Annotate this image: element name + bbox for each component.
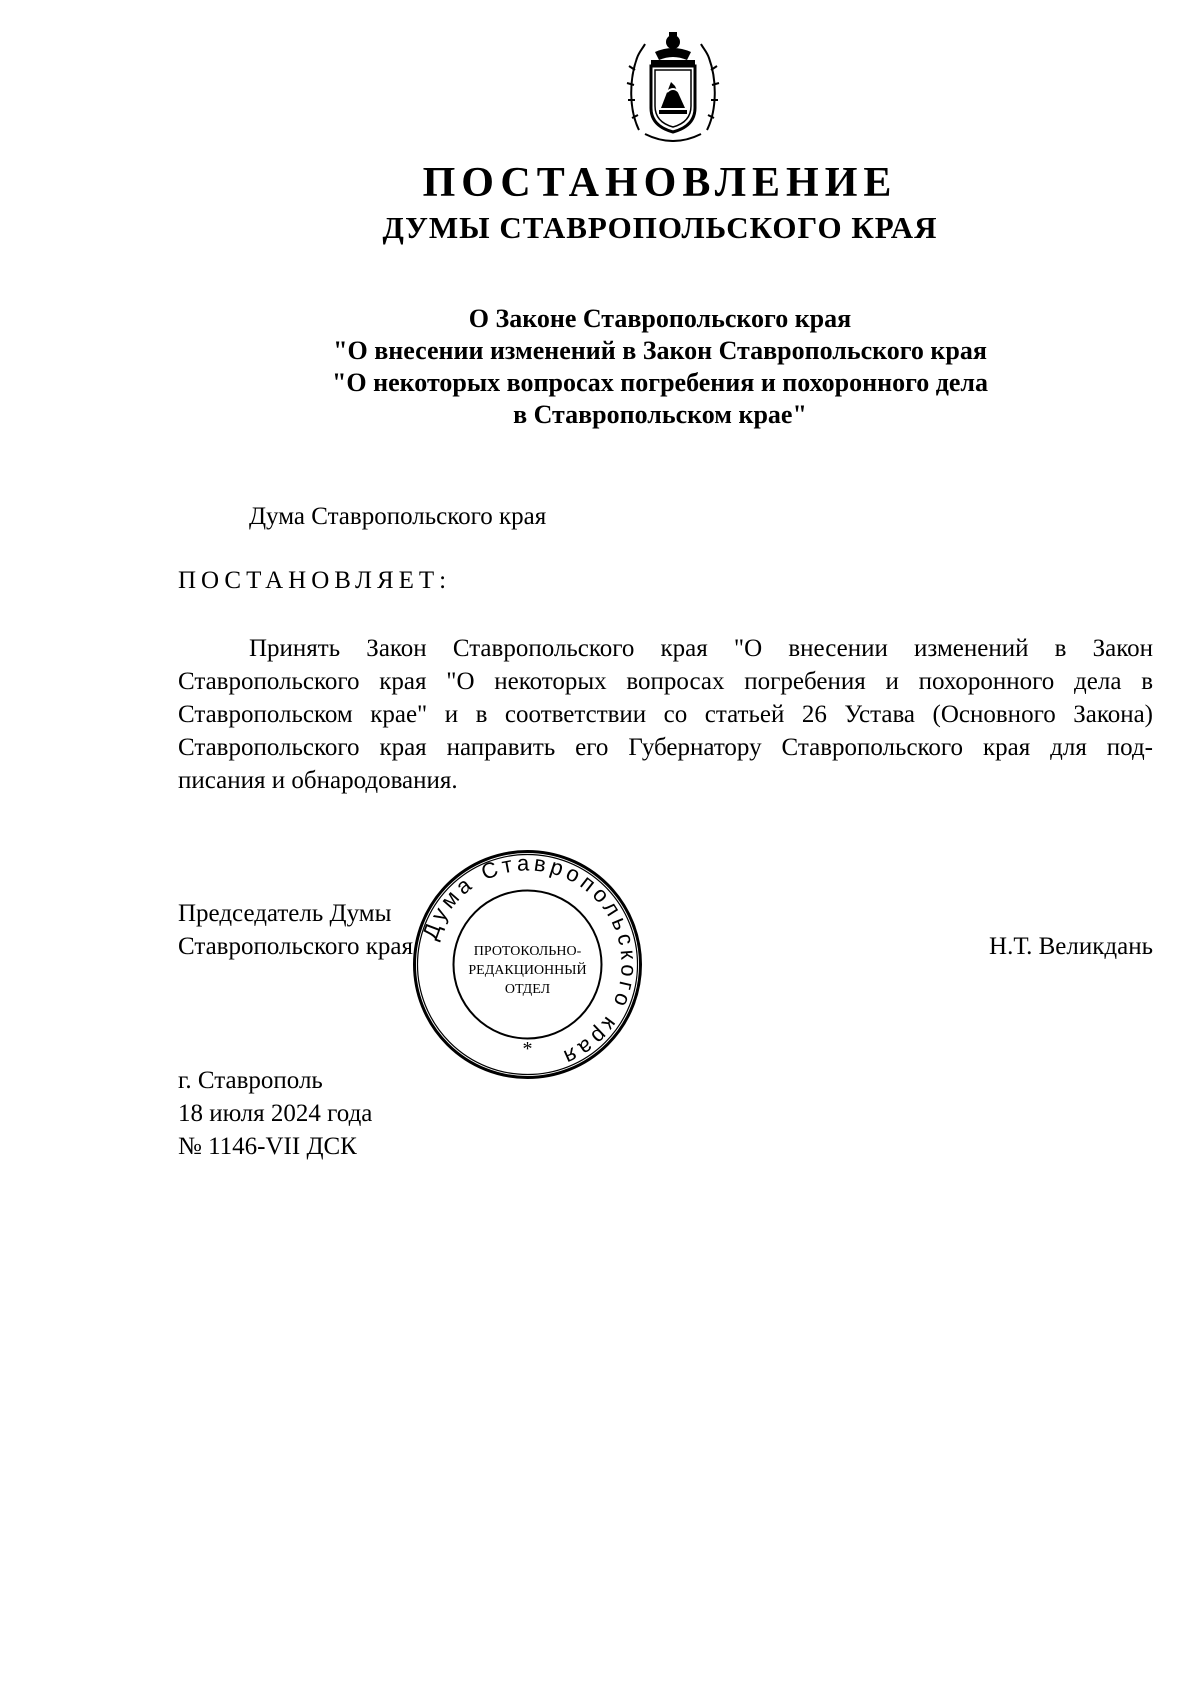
position-line: Ставропольского края	[178, 933, 413, 960]
stamp-outer-text: Дума Ставропольского края	[417, 850, 642, 1072]
paragraph-line: писания и обнародования.	[178, 767, 458, 794]
subject-line: "О некоторых вопросах погребения и похоронного дела	[331, 368, 989, 397]
subject-line: в Ставропольском крае"	[513, 400, 807, 429]
footer-city: г. Ставрополь	[178, 1067, 323, 1094]
stamp-inner-line: ОТДЕЛ	[504, 982, 551, 997]
paragraph-line: Ставропольского края "О некоторых вопросах погребения и похоронного дела в	[178, 668, 1153, 695]
stamp-star: *	[522, 1038, 533, 1060]
coat-of-arms-icon	[625, 30, 721, 142]
paragraph-line: Ставропольского края направить его Губернатору Ставропольского края для под-	[178, 734, 1153, 761]
decides-heading: ПОСТАНОВЛЯЕТ:	[178, 567, 452, 594]
document-subject	[60, 303, 1200, 431]
document-subtitle: ДУМЫ СТАВРОПОЛЬСКОГО КРАЯ	[382, 210, 938, 245]
document-title: ПОСТАНОВЛЕНИЕ	[422, 160, 898, 206]
resolution-paragraph	[178, 632, 1153, 797]
stamp-inner-line: ПРОТОКОЛЬНО-	[473, 944, 582, 959]
issuing-body: Дума Ставропольского края	[249, 503, 547, 530]
document-footer	[178, 1064, 372, 1163]
footer-number: № 1146-VII ДСК	[178, 1133, 357, 1160]
signatory-position	[178, 897, 413, 963]
subject-line: О Законе Ставропольского края	[468, 304, 852, 333]
official-stamp	[410, 847, 645, 1082]
subject-line: "О внесении изменений в Закон Ставропольского края	[333, 336, 987, 365]
paragraph-line: Принять Закон Ставропольского края "О внесении изменений в Закон	[249, 635, 1153, 662]
footer-date: 18 июля 2024 года	[178, 1100, 373, 1127]
stamp-inner-line: РЕДАКЦИОННЫЙ	[468, 963, 587, 978]
signatory-name: Н.Т. Великдань	[989, 933, 1153, 960]
paragraph-line: Ставропольском крае" и в соответствии со статьей 26 Устава (Основного Закона)	[178, 701, 1153, 728]
position-line: Председатель Думы	[178, 900, 392, 927]
